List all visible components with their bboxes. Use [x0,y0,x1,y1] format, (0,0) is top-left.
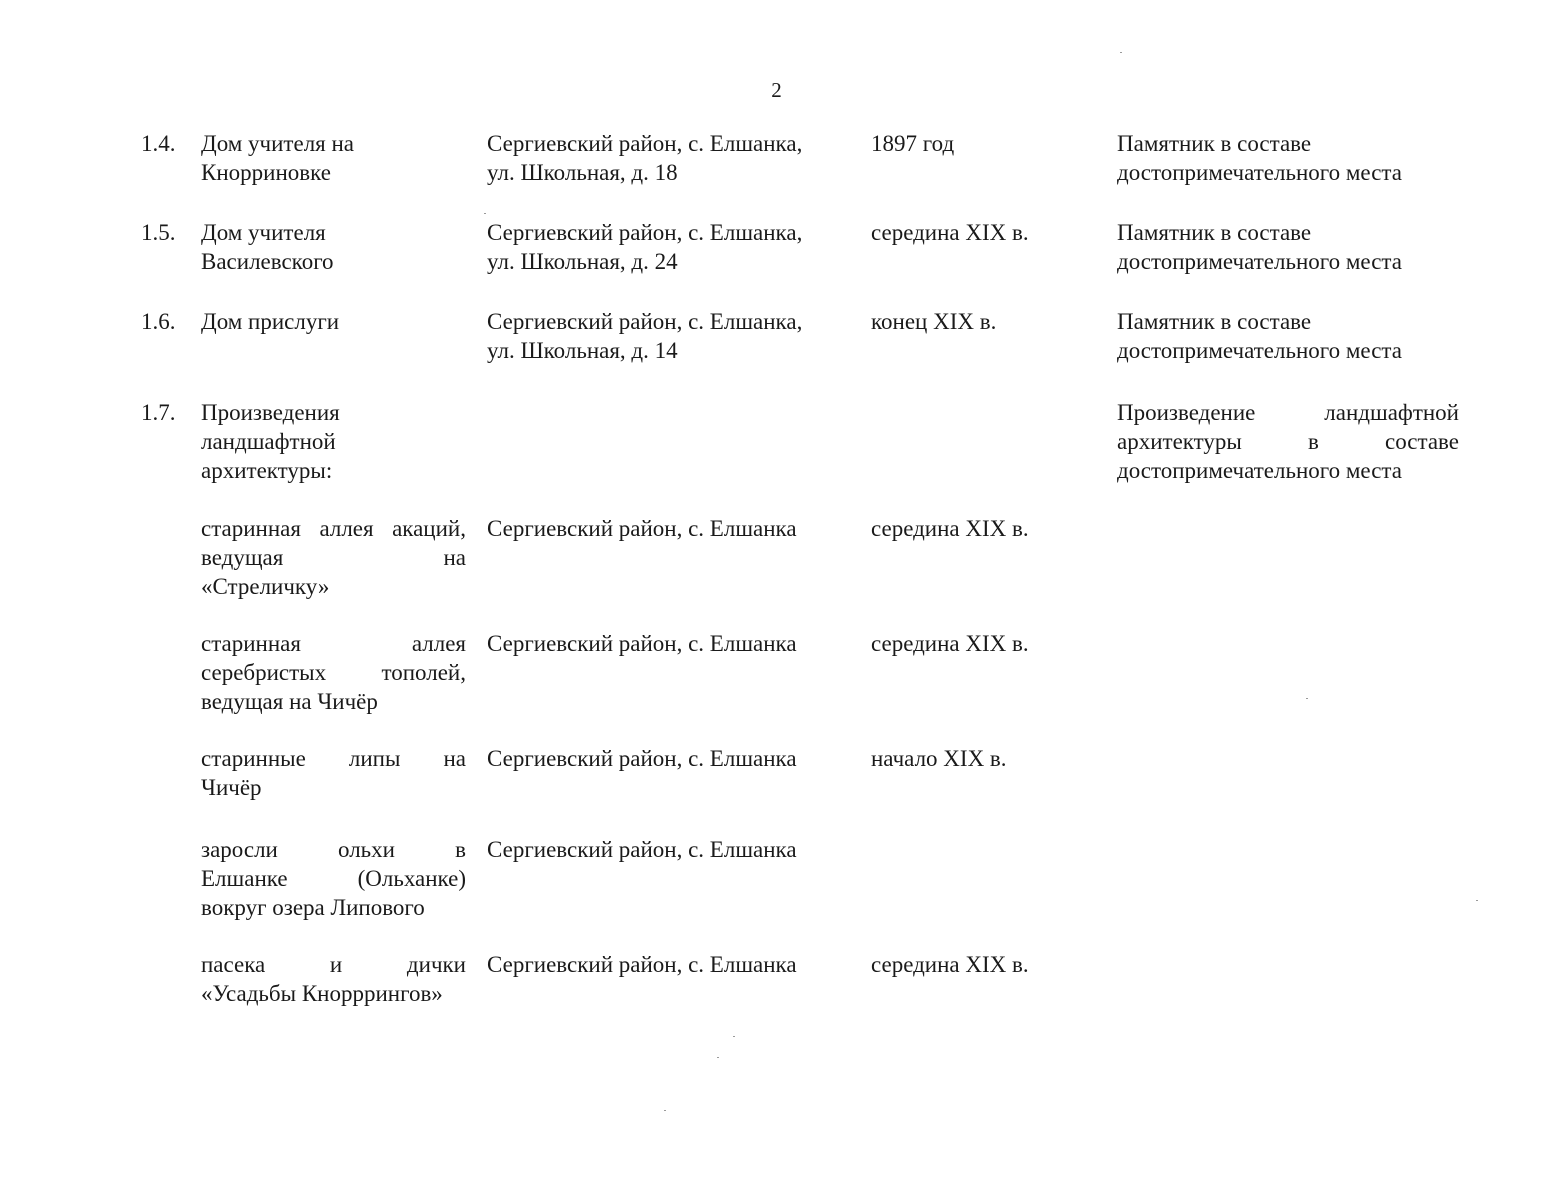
object-name: Дом прислуги [201,309,340,334]
object-name: Произведения ландшафтной архитектуры: [201,400,340,483]
scan-speck [484,213,486,214]
landscape-item-address: Сергиевский район, с. Елшанка [487,952,797,977]
scan-speck [717,1057,719,1058]
scan-speck [1306,698,1308,699]
object-address: Сергиевский район, с. Елшанка, ул. Школьная, д. 24 [487,220,803,274]
scan-speck [1476,900,1478,901]
item-number: 1.6. [141,309,176,334]
landscape-item-address: Сергиевский район, с. Елшанка [487,837,797,862]
landscape-item-date: середина XIX в. [871,631,1029,656]
object-status: Памятник в составе достопримечательного места [1117,131,1402,185]
object-status: Произведение ландшафтной архитектуры в составе достопримечательного места [1117,400,1459,483]
object-date: середина XIX в. [871,220,1029,245]
scan-speck [733,1036,735,1037]
item-number: 1.5. [141,220,176,245]
object-date: 1897 год [871,131,955,156]
object-name: Дом учителя Василевского [201,220,334,274]
scan-speck [1120,52,1122,53]
landscape-item-date: середина XIX в. [871,952,1029,977]
landscape-item-address: Сергиевский район, с. Елшанка [487,746,797,771]
landscape-item-address: Сергиевский район, с. Елшанка [487,631,797,656]
landscape-item-address: Сергиевский район, с. Елшанка [487,516,797,541]
landscape-item-name: заросли ольхи в Елшанке (Ольханке) вокруг озера Липового [201,837,466,920]
landscape-item-name: старинная аллея серебристых тополей, ведущая на Чичёр [201,631,466,714]
item-number: 1.4. [141,131,176,156]
scan-speck [664,1110,666,1111]
object-status: Памятник в составе достопримечательного места [1117,220,1402,274]
object-status: Памятник в составе достопримечательного места [1117,309,1402,363]
object-date: конец XIX в. [871,309,997,334]
object-name: Дом учителя на Кнорриновке [201,131,355,185]
object-address: Сергиевский район, с. Елшанка, ул. Школьная, д. 18 [487,131,803,185]
landscape-item-date: начало XIX в. [871,746,1007,771]
page-number: 2 [771,78,782,102]
item-number: 1.7. [141,400,176,425]
landscape-item-date: середина XIX в. [871,516,1029,541]
landscape-item-name: старинная аллея акаций, ведущая на «Стреличку» [201,516,466,599]
landscape-item-name: пасека и дички «Усадьбы Кнорррингов» [201,952,466,1006]
object-address: Сергиевский район, с. Елшанка, ул. Школьная, д. 14 [487,309,803,363]
landscape-item-name: старинные липы на Чичёр [201,746,466,800]
